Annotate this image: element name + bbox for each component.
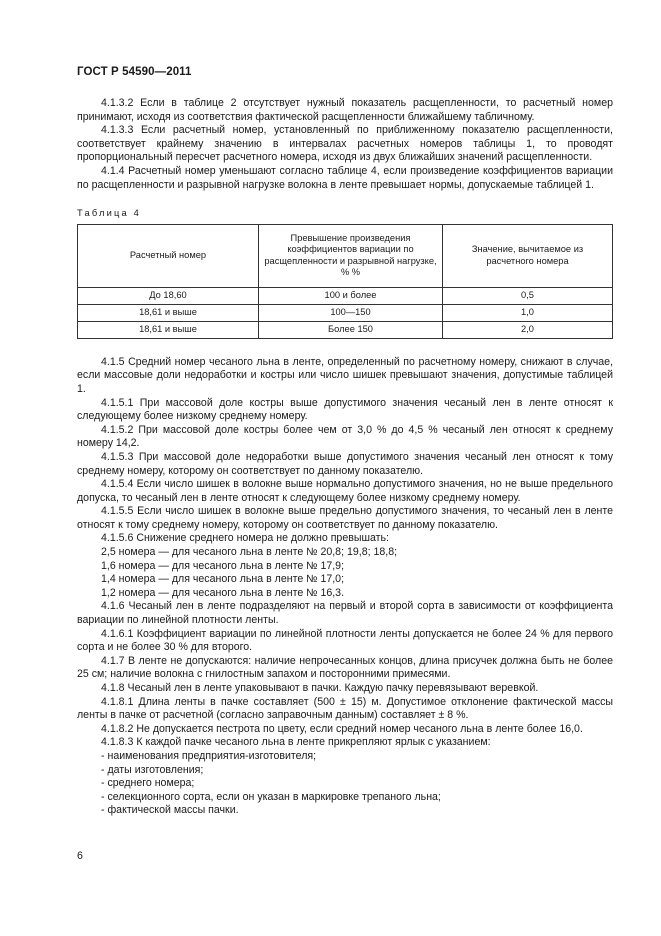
para-4-1-7: 4.1.7 В ленте не допускаются: наличие непрочесанных концов, длина присучек должна быть не более 25 см; наличие волокна с гнилостным запахом и посторонними примесями. (77, 654, 613, 681)
label-item: - даты изготовления; (101, 763, 204, 776)
table-cell: 1,0 (443, 304, 613, 321)
table-cell: 100—150 (259, 304, 443, 321)
para-4-1-5-3: 4.1.5.3 При массовой доле недоработки выше допустимого значения чесаный лен относят к тому среднему номеру, которому он соответствует по данному показателю. (77, 450, 613, 477)
table-cell: 100 и более (259, 287, 443, 304)
label-item: - фактической массы пачки. (101, 804, 239, 817)
page-number: 6 (77, 850, 83, 862)
para-4-1-8-1: 4.1.8.1 Длина ленты в пачке составляет (500 ± 15) м. Допустимое отклонение фактической массы ленты в пачке от расчетной (согласно заправочным данным) составляет ± 8 %. (77, 695, 613, 722)
limit-line: 2,5 номера — для чесаного льна в ленте № 20,8; 19,8; 18,8; (101, 546, 398, 559)
limit-line: 1,2 номера — для чесаного льна в ленте № 16,3. (101, 586, 345, 599)
header-cell-excess: Превышение произведения коэффициентов вариации по расщепленности и разрывной нагрузке, % % (259, 224, 443, 287)
para-4-1-8-3: 4.1.8.3 К каждой пачке чесаного льна в ленте прикрепляют ярлык с указанием: (101, 736, 491, 749)
document-header: ГОСТ Р 54590—2011 (77, 66, 192, 78)
para-4-1-6: 4.1.6 Чесаный лен в ленте подразделяют на первый и второй сорта в зависимости от коэффициента вариации по линейной плотности ленты. (77, 600, 613, 627)
table-cell: 18,61 и выше (78, 304, 259, 321)
table-row (78, 287, 613, 304)
table-row (78, 321, 613, 338)
para-4-1-8: 4.1.8 Чесаный лен в ленте упаковывают в пачки. Каждую пачку перевязывают веревкой. (101, 682, 539, 694)
para-4-1-6-1: 4.1.6.1 Коэффициент вариации по линейной плотности ленты допускается не более 24 % для первого сорта и не более 30 % для второго. (77, 627, 613, 654)
para-4-1-3-3: 4.1.3.3 Если расчетный номер, установленный по приближенному показателю расщепленности, соответствует крайнему значению в интервалах расчетных номеров таблицы 1, то проводят пропорциональный пересчет расчетного номера, исходя из двух ближайших значений расщепленности. (77, 124, 613, 164)
para-4-1-5-1: 4.1.5.1 При массовой доле костры выше допустимого значения чесаный лен в ленте относят к следующему более низкому среднему номеру. (77, 396, 613, 423)
table-4 (77, 224, 613, 339)
table-caption: Таблица 4 (77, 208, 142, 219)
para-4-1-5: 4.1.5 Средний номер чесаного льна в ленте, определенный по расчетному номеру, снижают в случае, если массовые доли недоработки и костры или число шишек превышают значения, допустимые таблицей 1. (77, 355, 613, 395)
table-header-row (78, 224, 613, 287)
table-cell: 0,5 (443, 287, 613, 304)
limit-line: 1,6 номера — для чесаного льна в ленте № 17,9; (101, 559, 345, 572)
page-body (77, 97, 613, 818)
para-4-1-4: 4.1.4 Расчетный номер уменьшают согласно таблице 4, если произведение коэффициентов вариации по расщепленности и разрывной нагрузке волокна в ленте превышает нормы, допускаемые таблицей 1. (77, 164, 613, 191)
table-row (78, 304, 613, 321)
para-4-1-5-5: 4.1.5.5 Если число шишек в волокне выше предельно допустимого значения, то чесаный лен в ленте относят к тому среднему номеру, которому он соответствует по данному показателю. (77, 505, 613, 531)
para-4-1-3-2: 4.1.3.2 Если в таблице 2 отсутствует нужный показатель расщепленности, то расчетный номер принимают, исходя из соответствия фактической расщепленности ближайшему табличному. (77, 97, 613, 123)
table-cell: Более 150 (259, 321, 443, 338)
para-4-1-8-2: 4.1.8.2 Не допускается пестрота по цвету, если средний номер чесаного льна в ленте более 16,0. (101, 722, 583, 735)
para-4-1-5-4: 4.1.5.4 Если число шишек в волокне выше нормально допустимого значения, но не выше предельного допуска, то чесаный лен в ленте относят к следующему более низкому среднему номеру. (77, 478, 613, 504)
para-4-1-5-6: 4.1.5.6 Снижение среднего номера не должно превышать: (101, 532, 389, 545)
para-4-1-5-2: 4.1.5.2 При массовой доле костры более чем от 3,0 % до 4,5 % чесаный лен относят к среднему номеру 14,2. (77, 423, 613, 450)
table-cell: 2,0 (443, 321, 613, 338)
table-cell: 18,61 и выше (78, 321, 259, 338)
header-cell-subtract: Значение, вычитаемое из расчетного номера (443, 224, 613, 287)
table-cell: До 18,60 (78, 287, 259, 304)
label-item: - селекционного сорта, если он указан в маркировке трепаного льна; (101, 790, 441, 803)
label-item: - среднего номера; (101, 777, 195, 790)
limit-line: 1,4 номера — для чесаного льна в ленте № 17,0; (101, 573, 345, 586)
label-item: - наименования предприятия-изготовителя; (101, 749, 317, 762)
header-cell-number: Расчетный номер (78, 224, 259, 287)
